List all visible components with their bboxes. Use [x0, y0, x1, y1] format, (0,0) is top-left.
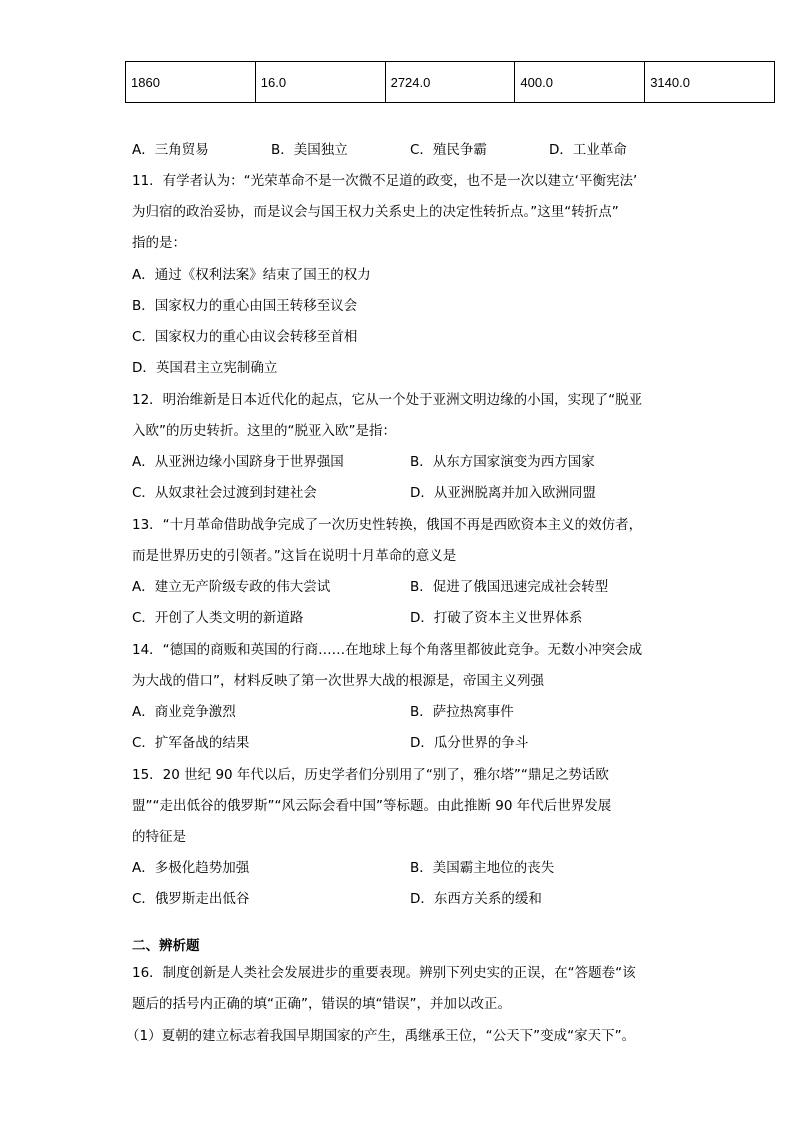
q13-stem-line: 13．“十月革命借助战争完成了一次历史性转换，俄国不再是西欧资本主义的效仿者，	[132, 517, 643, 533]
table-cell: 1860	[126, 62, 256, 103]
q11-stem-line: 11．有学者认为：“光荣革命不是一次微不足道的政变，也不是一次以建立‘平衡宪法’	[132, 173, 638, 189]
table-cell: 400.0	[515, 62, 645, 103]
q13-option-c: C．开创了人类文明的新道路	[132, 610, 304, 626]
q14-option-d: D．瓜分世界的争斗	[410, 735, 529, 751]
q15-option-c: C．俄罗斯走出低谷	[132, 891, 250, 907]
q10-option-c: C．殖民争霸	[410, 142, 487, 158]
q13-option-b: B．促进了俄国迅速完成社会转型	[410, 579, 609, 595]
q16-stem-line: 16．制度创新是人类社会发展进步的重要表现。辨别下列史实的正误，在“答题卷“该	[132, 965, 636, 981]
q15-stem-line: 盟”“走出低谷的俄罗斯”“风云际会看中国”等标题。由此推断 90 年代后世界发展	[132, 798, 612, 814]
q11-option-d: D．英国君主立宪制确立	[132, 360, 278, 376]
q15-stem-line: 的特征是	[132, 829, 186, 845]
q12-stem-line: 12．明治维新是日本近代化的起点，它从一个处于亚洲文明边缘的小国，实现了“脱亚	[132, 392, 643, 408]
q13-stem-line: 而是世界历史的引领者。”这旨在说明十月革命的意义是	[132, 548, 457, 564]
table-row	[126, 62, 775, 103]
q12-option-b: B．从东方国家演变为西方国家	[410, 454, 595, 470]
q12-option-a: A．从亚洲边缘小国跻身于世界强国	[132, 454, 344, 470]
q13-option-a: A．建立无产阶级专政的伟大尝试	[132, 579, 331, 595]
q10-option-a: A．三角贸易	[132, 142, 209, 158]
q14-option-b: B．萨拉热窝事件	[410, 704, 514, 720]
table-cell: 2724.0	[385, 62, 515, 103]
q11-stem-line: 指的是：	[132, 235, 186, 251]
q11-option-a: A．通过《权利法案》结束了国王的权力	[132, 267, 371, 283]
q16-stem-line: 题后的括号内正确的填“正确”，错误的填“错误”，并加以改正。	[132, 996, 511, 1012]
q16-item-1: （1）夏朝的建立标志着我国早期国家的产生，禹继承王位，“公天下”变成“家天下”。	[126, 1028, 636, 1044]
q14-stem-line: 14．“德国的商贩和英国的行商……在地球上每个角落里都彼此竞争。无数小冲突会成	[132, 642, 643, 658]
q10-option-d: D．工业革命	[549, 142, 627, 158]
q12-option-d: D．从亚洲脱离并加入欧洲同盟	[410, 485, 596, 501]
q15-stem-line: 15．20 世纪 90 年代以后，历史学者们分别用了“别了，雅尔塔”“鼎足之势话欧	[132, 767, 609, 783]
q10-option-b: B．美国独立	[271, 142, 348, 158]
q12-stem-line: 入欧”的历史转折。这里的“脱亚入欧”是指：	[132, 423, 396, 439]
q15-option-d: D．东西方关系的缓和	[410, 891, 542, 907]
section-heading: 二、辨析题	[132, 938, 200, 954]
q11-stem-line: 为归宿的政治妥协，而是议会与国王权力关系史上的决定性转折点。”这里“转折点”	[132, 204, 619, 220]
table-cell: 16.0	[255, 62, 385, 103]
q12-option-c: C．从奴隶社会过渡到封建社会	[132, 485, 317, 501]
q15-option-b: B．美国霸主地位的丧失	[410, 860, 555, 876]
q14-stem-line: 为大战的借口”，材料反映了第一次世界大战的根源是，帝国主义列强	[132, 673, 544, 689]
q11-option-c: C．国家权力的重心由议会转移至首相	[132, 329, 358, 345]
q14-option-a: A．商业竞争激烈	[132, 704, 236, 720]
data-table	[125, 61, 775, 103]
table-cell: 3140.0	[645, 62, 775, 103]
q14-option-c: C．扩军备战的结果	[132, 735, 250, 751]
q15-option-a: A．多极化趋势加强	[132, 860, 250, 876]
q13-option-d: D．打破了资本主义世界体系	[410, 610, 583, 626]
q11-option-b: B．国家权力的重心由国王转移至议会	[132, 298, 358, 314]
